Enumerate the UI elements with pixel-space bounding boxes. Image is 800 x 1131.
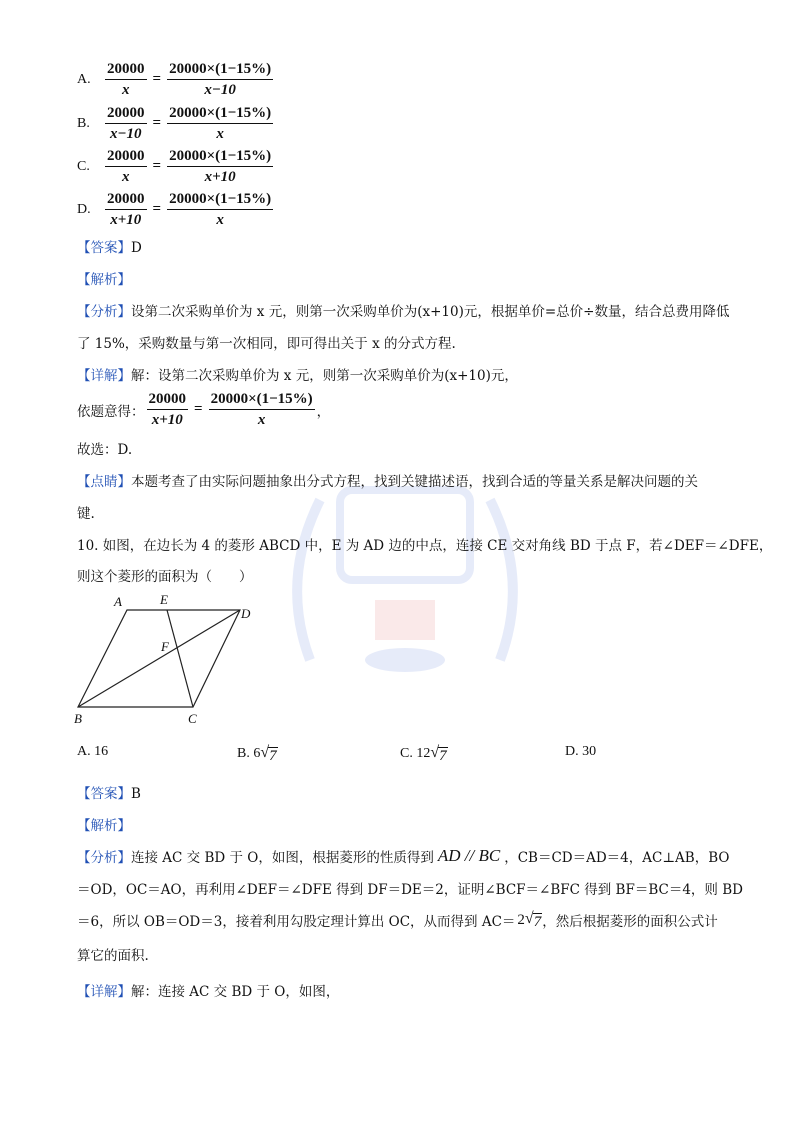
q10-fenxi-2: ＝OD，OC＝AO，再利用∠DEF＝∠DFE 得到 DF＝DE＝2，证明∠BCF＝∠BFC 得到 BF＝BC＝4，则 BD (77, 882, 743, 898)
q10-fenxi-sqrt: √ 7 (524, 910, 542, 930)
fenxi-tag: 【分析】 (77, 304, 131, 320)
fenxi-text-2: 了 15%，采购数量与第一次相同，即可得出关于 x 的分式方程. (77, 336, 456, 352)
xiangjie-tag: 【详解】 (77, 368, 131, 384)
yiti-tail: ， (316, 403, 331, 420)
analysis-tag: 【解析】 (77, 272, 131, 288)
dianjing-text-1: 本题考查了由实际问题抽象出分式方程，找到关键描述语，找到合适的等量关系是解决问题的关 (131, 474, 698, 490)
label-f: F (161, 639, 169, 654)
label-a: A (114, 594, 122, 609)
q10-stem-1: 10. 如图，在边长为 4 的菱形 ABCD 中，E 为 AD 边的中点，连接 CE 交对角线 BD 于点 F，若∠DEF＝∠DFE， (77, 538, 773, 554)
option-label: D. (77, 201, 91, 217)
option-right-fraction: $\frac{20000\times(1-15\%)}{x-10}$ (169, 61, 272, 98)
option-label: B. (77, 115, 90, 131)
rhombus-figure (70, 592, 260, 727)
equals-sign: = (194, 401, 203, 417)
option-left-fraction: $\frac{20000}{x}$ (107, 148, 145, 185)
q10-xiangjie-tag: 【详解】 (77, 984, 131, 1000)
q10-fenxi-1c: ，CB＝CD＝AD＝4，AC⊥AB，BO (504, 850, 730, 866)
guxuan-text: 故选：D. (77, 442, 133, 458)
equals-sign: = (152, 158, 162, 174)
label-c: C (188, 711, 197, 726)
choice-d: D. 30 (565, 744, 597, 759)
option-right-fraction: $\frac{20000\times(1-15\%)}{x}$ (169, 191, 272, 228)
q10-stem-2: 则这个菱形的面积为（ ） (77, 569, 253, 585)
label-d: D (241, 606, 251, 621)
q10-fenxi-3a: ＝6，所以 OB＝OD＝3，接着利用勾股定理计算出 OC，从而得到 AC＝ (77, 914, 516, 930)
label-b: B (74, 711, 82, 726)
option-left-fraction: $\frac{20000}{x+10}$ (107, 191, 145, 228)
option-right-fraction: $\frac{20000\times(1-15\%)}{x}$ (169, 105, 272, 142)
q10-fenxi-4: 算它的面积. (77, 948, 149, 964)
yiti-left-fraction: $\frac{20000}{x+10}$ (148, 391, 186, 428)
option-label: A. (77, 71, 91, 87)
option-label: C. (77, 158, 90, 174)
option-a (77, 60, 275, 99)
label-e: E (160, 592, 168, 607)
option-right-fraction: $\frac{20000\times(1-15\%)}{x+10}$ (169, 148, 272, 185)
dianjing-text-2: 键. (77, 506, 95, 522)
answer-tag: 【答案】 (77, 240, 131, 256)
fenxi-text-1: 设第二次采购单价为 x 元，则第一次采购单价为(x+10)元，根据单价=总价÷数量，结合总费用降低 (131, 304, 730, 320)
q10-answer-value: B (131, 786, 141, 802)
option-left-fraction: $\frac{20000}{x-10}$ (107, 105, 145, 142)
choice-c: C. 12 √ 7 (400, 744, 447, 764)
q10-xiangjie-text: 解：连接 AC 交 BD 于 O，如图， (131, 984, 340, 1000)
option-d (77, 190, 275, 229)
q10-fenxi-tag: 【分析】 (77, 850, 131, 866)
yiti-label: 依题意得： (77, 403, 145, 420)
q10-answer-tag: 【答案】 (77, 786, 131, 802)
q10-fenxi-parallel: AD // BC (437, 846, 501, 865)
q10-fenxi-3b: 2 (517, 911, 525, 928)
q10-fenxi-3c: ，然后根据菱形的面积公式计 (542, 914, 718, 930)
equals-sign: = (152, 201, 162, 217)
q10-analysis-tag: 【解析】 (77, 818, 131, 834)
choice-a: A. 16 (77, 744, 109, 759)
equals-sign: = (152, 71, 162, 87)
option-c (77, 147, 275, 186)
dianjing-tag: 【点睛】 (77, 474, 131, 490)
option-b (77, 104, 275, 143)
yiti-right-fraction: $\frac{20000\times(1-15\%)}{x}$ (210, 391, 313, 428)
xiangjie-text: 解：设第二次采购单价为 x 元，则第一次采购单价为(x+10)元， (131, 368, 518, 384)
q10-fenxi-1a: 连接 AC 交 BD 于 O，如图，根据菱形的性质得到 (131, 850, 434, 866)
option-left-fraction: $\frac{20000}{x}$ (107, 61, 145, 98)
choice-b: B. 6 √ 7 (237, 744, 277, 764)
answer-value: D (131, 240, 142, 256)
watermark-logo (270, 460, 540, 690)
equals-sign: = (152, 115, 162, 131)
segment-ce (167, 610, 193, 707)
